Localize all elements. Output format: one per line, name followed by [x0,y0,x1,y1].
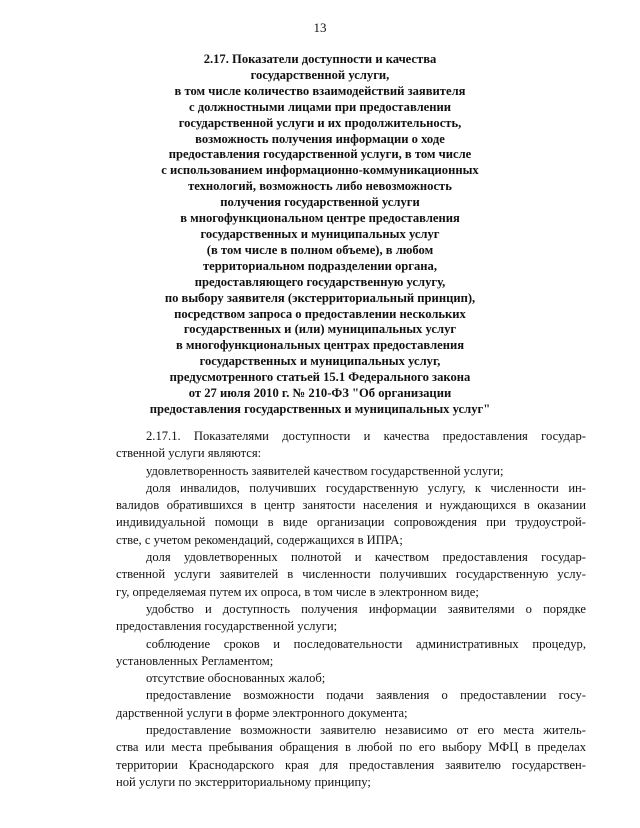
heading-line: государственных и (или) муниципальных услуг [183,322,457,337]
body-line: удовлетворенность заявителей качеством государственной услуги; [146,463,504,478]
heading-line: государственной услуги, [250,67,390,82]
body-line: предоставление возможности подачи заявления о предоставлении госу- [146,688,586,703]
body-line: установленных Регламентом; [116,653,274,668]
heading-line: государственной услуги и их продолжительность, [178,115,462,130]
body-line: предоставление возможности заявителю независимо от его места житель- [146,723,586,738]
body-line: отсутствие обоснованных жалоб; [146,671,326,686]
body-line: 2.17.1. Показателями доступности и качества предоставления государ- [146,429,586,443]
heading-line: предоставляющего государственную услугу, [194,274,446,289]
body-line: удобство и доступность получения информации заявителями о порядке [146,601,586,616]
page-number: 13 [313,20,327,35]
heading-line: территориальном подразделении органа, [202,258,438,273]
heading-line: 2.17. Показатели доступности и качества [203,52,437,66]
heading-line: (в том числе в полном объеме), в любом [206,242,434,257]
body-line: ственной услуги являются: [116,446,262,461]
heading-line: государственных и муниципальных услуг, [199,354,441,369]
heading-line: предоставления государственных и муниципальных услуг" [149,401,491,416]
heading-line: технологий, возможность либо невозможность [188,179,452,194]
body-text [116,428,586,791]
heading-line: в многофункциональном центре предоставления [180,211,460,226]
body-line: ства или места пребывания обращения в любой по его выбору МФЦ в пределах [116,740,586,755]
heading-line: с использованием информационно-коммуникационных [161,163,479,178]
heading-line: в многофункциональных центрах предоставления [175,338,465,353]
heading-line: в том числе количество взаимодействий заявителя [174,83,466,98]
heading-line: от 27 июля 2010 г. № 210-ФЗ "Об организации [188,386,452,401]
heading-line: с должностными лицами при предоставлении [189,99,451,114]
body-line: валидов обратившихся в центр занятости населения и нуждающихся в оказании [116,498,586,513]
body-line: доля инвалидов, получивших государственную услугу, к численности ин- [146,480,586,495]
heading-line: по выбору заявителя (экстерриториальный принцип), [164,290,476,305]
body-line: территории Краснодарского края для предоставления заявителю государствен- [116,757,586,772]
body-line: индивидуальной помощи в виде организации сопровождения при трудоустрой- [116,515,586,530]
body-line: доля удовлетворенных полнотой и качеством предоставления государ- [146,550,586,565]
body-line: гу, определяемая путем их опроса, в том числе в электронном виде; [116,584,479,599]
body-line: ственной услуги заявителей в численности получивших государственную услу- [116,567,586,582]
heading-line: предусмотренного статьей 15.1 Федерального закона [169,370,471,385]
body-line: соблюдение сроков и последовательности административных процедур, [146,636,586,651]
heading-line: предоставления государственной услуги, в том числе [168,147,472,162]
heading-line: государственных и муниципальных услуг [200,226,440,241]
body-line: предоставления государственной услуги; [116,619,338,634]
body-line: дарственной услуги в форме электронного документа; [116,705,408,720]
heading-line: возможность получения информации о ходе [195,131,445,146]
section-heading [100,52,540,418]
heading-line: посредством запроса о предоставлении нескольких [174,306,466,321]
body-line: стве, с учетом рекомендаций, содержащихся в ИПРА; [116,532,403,547]
body-line: ной услуги по экстерриториальному принципу; [116,774,371,789]
heading-line: получения государственной услуги [220,195,420,210]
